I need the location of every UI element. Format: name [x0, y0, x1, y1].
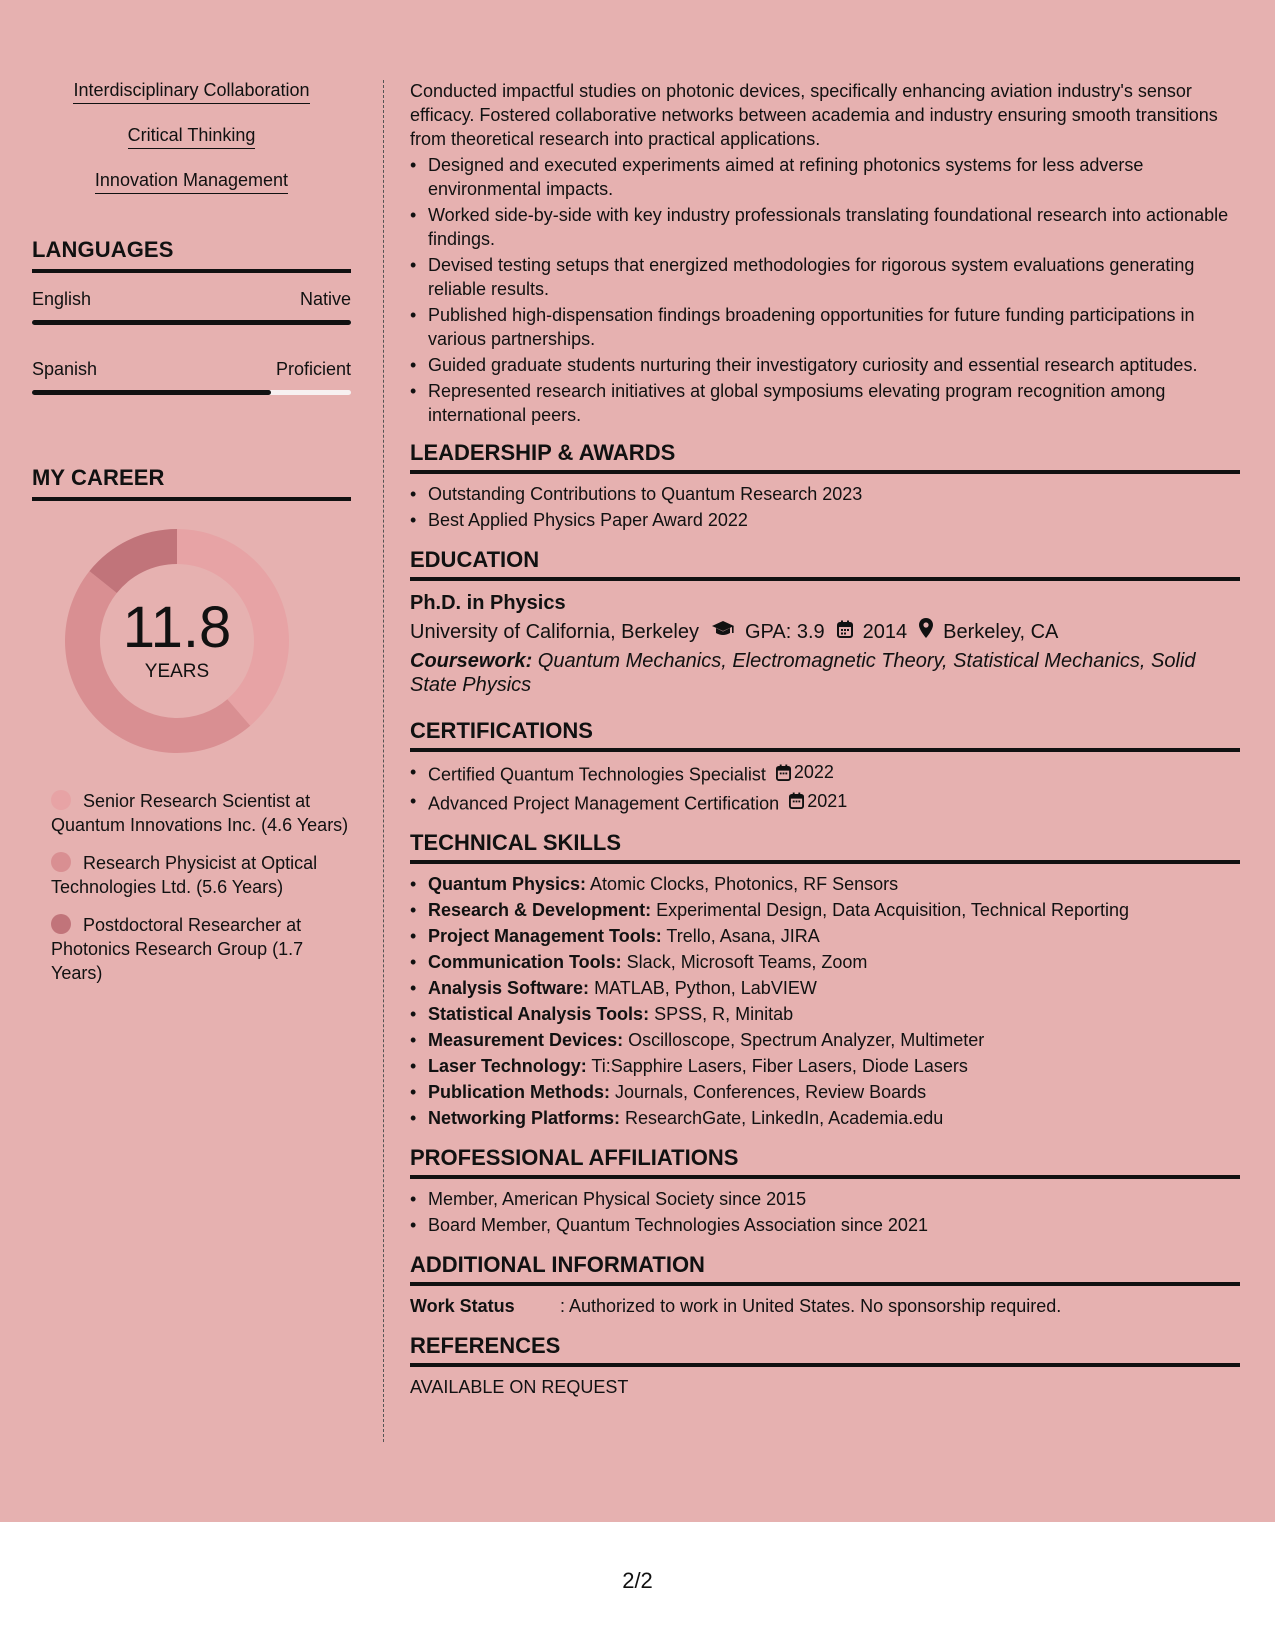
list-item: [410, 976, 1240, 1000]
list-item: [410, 1002, 1240, 1026]
work-status-row: [410, 1294, 1240, 1318]
leadership-heading: LEADERSHIP & AWARDS: [410, 441, 1240, 474]
column-divider: [383, 80, 384, 1442]
education-heading: EDUCATION: [410, 548, 1240, 581]
list-item: • Worked side-by-side with key industry professionals translating foundational research into actionable findings.: [410, 203, 1240, 251]
career-heading: MY CAREER: [32, 465, 351, 501]
career-legend-item: [51, 851, 351, 899]
list-item: [410, 1080, 1240, 1104]
coursework-list: Quantum Mechanics, Electromagnetic Theory, Statistical Mechanics, Solid State Physics: [410, 650, 1196, 696]
skill-category: Publication Methods:: [428, 1082, 610, 1102]
list-item: • Guided graduate students nurturing their investigatory curiosity and essential research aptitudes.: [410, 353, 1240, 377]
skill-tag: Interdisciplinary Collaboration: [73, 80, 309, 104]
education-location: Berkeley, CA: [943, 621, 1059, 643]
language-level-bar: [32, 390, 351, 395]
page-number: 2/2: [622, 1568, 653, 1593]
coursework-label: Coursework:: [410, 650, 533, 672]
skill-category: Statistical Analysis Tools:: [428, 1004, 650, 1024]
language-level-bar: [32, 320, 351, 325]
education-details: [410, 617, 1240, 647]
references-heading: REFERENCES: [410, 1334, 1240, 1367]
skill-category: Measurement Devices:: [428, 1030, 624, 1050]
language-level: Native: [299, 289, 351, 309]
list-item: [410, 1054, 1240, 1078]
certifications-heading: CERTIFICATIONS: [410, 719, 1240, 752]
list-item: • Represented research initiatives at global symposiums elevating program recognition among international peers.: [410, 379, 1240, 427]
skill-tag: Critical Thinking: [128, 125, 256, 149]
location-pin-icon: [919, 617, 933, 647]
language-level-fill: [32, 390, 271, 395]
legend-dot: [51, 790, 71, 810]
skill-values: SPSS, R, Minitab: [649, 1004, 794, 1024]
skill-values: Oscilloscope, Spectrum Analyzer, Multimeter: [623, 1030, 985, 1050]
career-legend-item: [51, 913, 351, 985]
skill-values: Ti:Sapphire Lasers, Fiber Lasers, Diode Lasers: [586, 1056, 968, 1076]
skill-values: Trello, Asana, JIRA: [661, 926, 820, 946]
technical-skills-list: [410, 872, 1240, 1130]
experience-bullets: [410, 153, 1240, 427]
skill-values: MATLAB, Python, LabVIEW: [589, 978, 817, 998]
school-name: University of California, Berkeley: [410, 621, 699, 643]
calendar-icon: [776, 764, 791, 781]
language-name: Spanish: [32, 359, 98, 379]
language-level: Proficient: [275, 359, 351, 379]
degree-title: Ph.D. in Physics: [410, 592, 566, 614]
skill-category: Project Management Tools:: [428, 926, 662, 946]
references-text: AVAILABLE ON REQUEST: [410, 1377, 629, 1397]
calendar-icon: [837, 617, 853, 647]
graduation-cap-icon: [711, 617, 735, 647]
list-item: [410, 898, 1240, 922]
soft-skills-list: [32, 80, 351, 215]
skill-values: Experimental Design, Data Acquisition, Technical Reporting: [651, 900, 1130, 920]
career-donut-chart: [32, 529, 351, 769]
list-item: [410, 789, 1240, 816]
additional-info-heading: ADDITIONAL INFORMATION: [410, 1253, 1240, 1286]
skill-values: ResearchGate, LinkedIn, Academia.edu: [620, 1108, 944, 1128]
graduation-year: 2014: [862, 621, 908, 643]
career-legend-label: Postdoctoral Researcher at Photonics Research Group (1.7 Years): [51, 915, 304, 983]
career-legend-label: Senior Research Scientist at Quantum Innovations Inc. (4.6 Years): [51, 791, 349, 835]
list-item: • Devised testing setups that energized methodologies for rigorous system evaluations generating reliable results.: [410, 253, 1240, 301]
skill-category: Laser Technology:: [428, 1056, 587, 1076]
technical-skills-heading: TECHNICAL SKILLS: [410, 831, 1240, 864]
language-entry: [32, 359, 351, 395]
career-years-label: YEARS: [144, 661, 210, 682]
list-item: [410, 760, 1240, 787]
list-item: • Designed and executed experiments aimed at refining photonics systems for less adverse environmental impacts.: [410, 153, 1240, 201]
skill-values: Atomic Clocks, Photonics, RF Sensors: [586, 874, 899, 894]
list-item: • Member, American Physical Society since 2015: [410, 1187, 1240, 1211]
list-item: • Board Member, Quantum Technologies Association since 2021: [410, 1213, 1240, 1237]
affiliations-heading: PROFESSIONAL AFFILIATIONS: [410, 1146, 1240, 1179]
list-item: [410, 950, 1240, 974]
certification-name: Certified Quantum Technologies Specialist: [428, 764, 766, 785]
skill-category: Communication Tools:: [428, 952, 622, 972]
legend-dot: [51, 852, 71, 872]
list-item: [410, 872, 1240, 896]
certification-year: 2022: [793, 762, 834, 782]
list-item: • Best Applied Physics Paper Award 2022: [410, 508, 1240, 532]
legend-dot: [51, 914, 71, 934]
skill-values: Journals, Conferences, Review Boards: [610, 1082, 927, 1102]
experience-summary: Conducted impactful studies on photonic devices, specifically enhancing aviation industry's sensor efficacy. Fostered collaborative networks between academia and industry ensuring smooth transitions from theoretical research into practical applications.: [410, 81, 1218, 149]
certifications-list: [410, 760, 1240, 815]
certification-year: 2021: [807, 790, 848, 811]
languages-heading: LANGUAGES: [32, 237, 351, 273]
right-column: [410, 79, 1240, 1399]
leadership-list: [410, 482, 1240, 532]
skill-values: Slack, Microsoft Teams, Zoom: [621, 952, 868, 972]
language-entry: [32, 289, 351, 325]
career-total-years: 11.8: [122, 595, 232, 660]
career-legend-label: Research Physicist at Optical Technologies Ltd. (5.6 Years): [51, 853, 318, 897]
left-column: [32, 80, 351, 999]
skill-tag: Innovation Management: [95, 170, 288, 194]
certification-name: Advanced Project Management Certification: [428, 793, 780, 813]
language-level-fill: [32, 320, 351, 325]
list-item: [410, 924, 1240, 948]
list-item: [410, 1028, 1240, 1052]
skill-category: Networking Platforms:: [428, 1108, 621, 1128]
list-item: • Outstanding Contributions to Quantum Research 2023: [410, 482, 1240, 506]
gpa: GPA: 3.9: [745, 621, 825, 643]
skill-category: Research & Development:: [428, 900, 652, 920]
career-legend-item: [51, 789, 351, 837]
skill-category: Analysis Software:: [428, 978, 590, 998]
skill-category: Quantum Physics:: [428, 874, 587, 894]
coursework: [410, 649, 1240, 697]
language-name: English: [32, 289, 92, 309]
career-legend: [32, 789, 351, 985]
list-item: [410, 1106, 1240, 1130]
list-item: • Published high-dispensation findings broadening opportunities for future funding participations in various partnerships.: [410, 303, 1240, 351]
work-status-label: Work Status: [410, 1296, 515, 1316]
affiliations-list: [410, 1187, 1240, 1237]
calendar-icon: [789, 792, 804, 809]
work-status-value: : Authorized to work in United States. No sponsorship required.: [560, 1296, 1062, 1316]
